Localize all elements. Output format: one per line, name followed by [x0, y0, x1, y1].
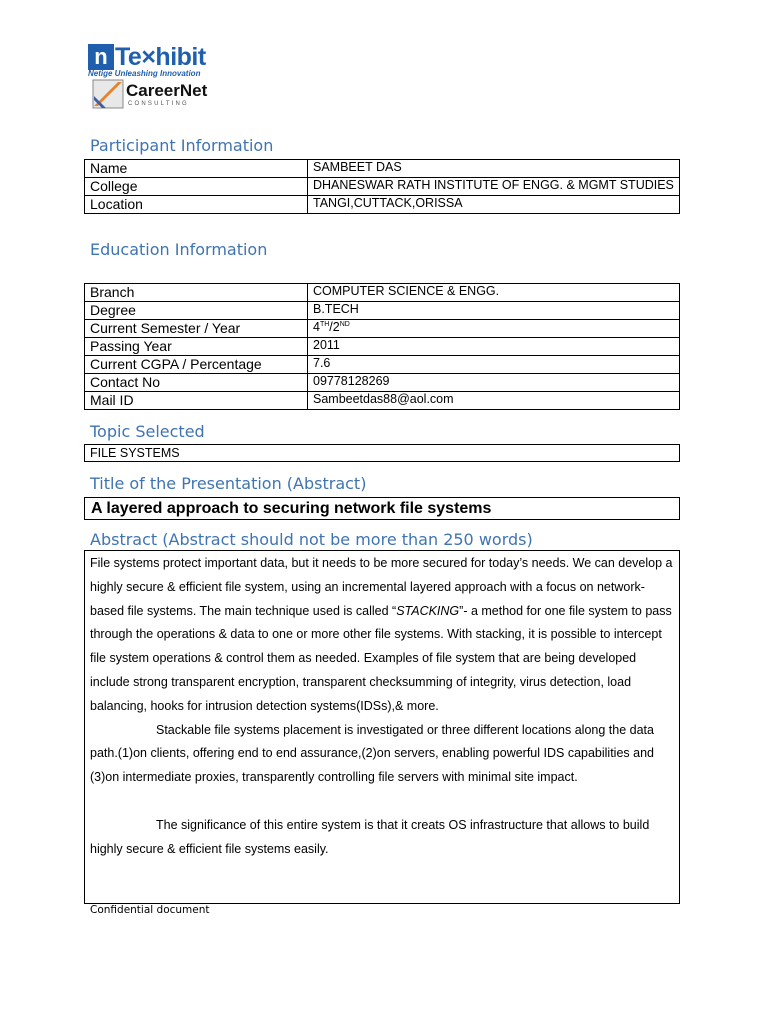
careernet-wordmark: CareerNet [126, 81, 208, 100]
location-value: TANGI,CUTTACK,ORISSA [308, 196, 680, 214]
presentation-heading: Title of the Presentation (Abstract) [90, 474, 367, 493]
passing-year-value: 2011 [308, 338, 680, 356]
table-row [85, 374, 680, 392]
semester-suffix: TH [319, 320, 330, 328]
passing-year-label: Passing Year [85, 338, 308, 356]
name-label: Name [85, 160, 308, 178]
texhibit-logo [88, 44, 206, 70]
participant-table [84, 159, 680, 214]
texhibit-mark: n [88, 44, 114, 70]
table-row [85, 356, 680, 374]
careernet-subtitle: CONSULTING [128, 101, 189, 107]
abstract-body [84, 550, 680, 904]
year-suffix: ND [339, 320, 350, 328]
location-label: Location [85, 196, 308, 214]
presentation-title: A layered approach to securing network file systems [84, 497, 680, 520]
college-label: College [85, 178, 308, 196]
table-row [85, 160, 680, 178]
abstract-heading: Abstract (Abstract should not be more than 250 words) [90, 530, 533, 549]
year-number: /2 [329, 320, 340, 334]
abstract-paragraph-3: The significance of this entire system is that it creats OS infrastructure that allows to build highly secure & efficient file systems easily. [90, 817, 650, 856]
branch-label: Branch [85, 284, 308, 302]
table-row [85, 338, 680, 356]
table-row [85, 320, 680, 338]
logo [88, 44, 248, 116]
texhibit-tagline: Netige Unleashing Innovation [88, 69, 201, 78]
confidential-footer: Confidential document [90, 904, 210, 916]
abstract-text: File systems protect important data, but it needs to be more secured for today’s needs. We can develop a highly secure & efficient file system, using an incremental layered approach with a focus on network-based file systems. The main technique used is called “ [90, 556, 673, 618]
semester-number: 4 [313, 320, 320, 334]
branch-value: COMPUTER SCIENCE & ENGG. [308, 284, 680, 302]
careernet-swoosh-icon [92, 78, 126, 110]
abstract-text: ”- a method for one file system to pass through the operations & data to one or more other file systems. With stacking, it is possible to intercept file system operations & control them as needed. Examples of file system that are being developed include strong transparent encryption, transparent checksumming of integrity, virus detection, load balancing, hooks for intrusion detection systems(IDSs),& more. [90, 603, 672, 713]
degree-label: Degree [85, 302, 308, 320]
cgpa-label: Current CGPA / Percentage [85, 356, 308, 374]
stacking-term: STACKING [396, 603, 460, 618]
table-row [85, 196, 680, 214]
education-table [84, 283, 680, 410]
participant-heading: Participant Information [90, 136, 274, 155]
contact-label: Contact No [85, 374, 308, 392]
name-value: SAMBEET DAS [308, 160, 680, 178]
semester-label: Current Semester / Year [85, 320, 308, 338]
abstract-paragraph-2: Stackable file systems placement is investigated or three different locations along the data path.(1)on clients, offering end to end assurance,(2)on servers, enabling powerful IDS capabilities and (3)on intermediate proxies, transparently controlling file servers with minimal site impact. [90, 722, 654, 785]
table-row [85, 392, 680, 410]
cgpa-value: 7.6 [308, 356, 680, 374]
mail-value: Sambeetdas88@aol.com [308, 392, 680, 410]
table-row [85, 178, 680, 196]
paragraph-gap [90, 790, 673, 814]
table-row [85, 284, 680, 302]
college-value: DHANESWAR RATH INSTITUTE OF ENGG. & MGMT STUDIES [308, 178, 680, 196]
topic-heading: Topic Selected [90, 422, 205, 441]
semester-value [308, 320, 680, 338]
mail-label: Mail ID [85, 392, 308, 410]
education-heading: Education Information [90, 240, 268, 259]
table-row [85, 302, 680, 320]
abstract-paragraph-1 [90, 552, 673, 719]
contact-value: 09778128269 [308, 374, 680, 392]
topic-value: FILE SYSTEMS [84, 444, 680, 462]
degree-value: B.TECH [308, 302, 680, 320]
texhibit-wordmark: Te×hibit [115, 43, 206, 71]
